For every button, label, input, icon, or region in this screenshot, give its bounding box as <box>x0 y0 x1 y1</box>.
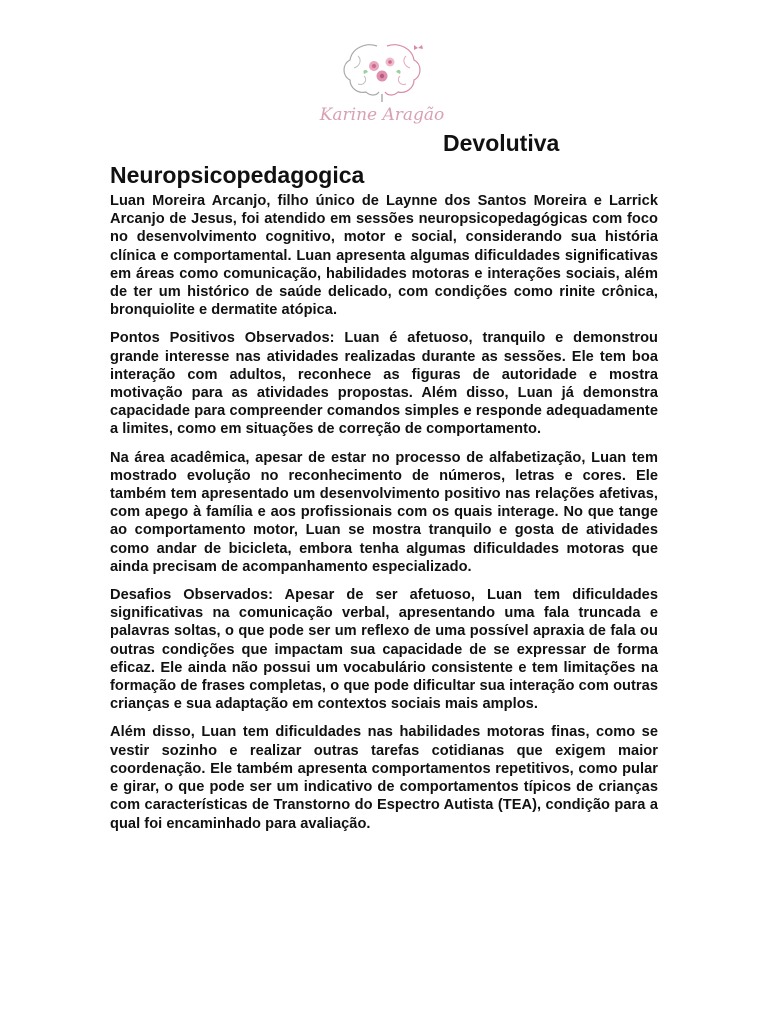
paragraph-positive-points: Pontos Positivos Observados: Luan é afetuoso, tranquilo e demonstrou grande interesse nas atividades realizadas durante as sessões. Ele tem boa interação com adultos, reconhece as figuras de autoridade e mostra motivação para as atividades propostas. Além disso, Luan já demonstra capacidade para compreender comandos simples e responde adequadamente a limites, como em situações de correção de comportamento. <box>110 330 658 438</box>
paragraph-academic-area: Na área acadêmica, apesar de estar no processo de alfabetização, Luan tem mostrado evolução no reconhecimento de números, letras e cores. Ele também tem apresentado um desenvolvimento positivo nas relações afetivas, com apego à família e aos profissionais com os quais interage. No que tange ao comportamento motor, Luan se mostra tranquilo e gosta de atividades como andar de bicicleta, embora tenha algumas dificuldades motoras que ainda precisam de acompanhamento especializado. <box>110 449 658 575</box>
paragraph-motor-skills: Além disso, Luan tem dificuldades nas habilidades motoras finas, como se vestir sozinho e realizar outras tarefas cotidianas que exigem maior coordenação. Ele também apresenta comportamentos repetitivos, como pular e girar, o que pode ser um indicativo de comportamentos típicos de crianças com características de Transtorno do Espectro Autista (TEA), condição para a qual foi encaminhado para avaliação. <box>110 724 658 832</box>
brand-name-text: Karine Aragão <box>319 105 445 125</box>
paragraph-challenges: Desafios Observados: Apesar de ser afetuoso, Luan tem dificuldades significativas na comunicação verbal, apresentando uma fala truncada e palavras soltas, o que pode ser um reflexo de uma possível apraxia de fala ou outras condições que impactam sua capacidade de se expressar de forma eficaz. Ele ainda não possui um vocabulário consistente e tem limitações na formação de frases completas, o que pode dificultar sua interação com outras crianças e sua adaptação em contextos sociais mais amplos. <box>110 587 658 713</box>
document-body <box>110 192 658 843</box>
document-title-line-2: Neuropsicopedagogica <box>110 162 365 188</box>
document-title-line-1: Devolutiva <box>443 130 560 156</box>
brain-flower-icon <box>302 36 462 128</box>
brand-logo <box>302 36 462 128</box>
paragraph-introduction: Luan Moreira Arcanjo, filho único de Laynne dos Santos Moreira e Larrick Arcanjo de Jesus, foi atendido em sessões neuropsicopedagógicas com foco no desenvolvimento cognitivo, motor e social, considerando sua história clínica e comportamental. Luan apresenta algumas dificuldades significativas em áreas como comunicação, habilidades motoras e interações sociais, além de ter um histórico de saúde delicado, com condições como rinite crônica, bronquiolite e dermatite atópica. <box>110 193 658 319</box>
